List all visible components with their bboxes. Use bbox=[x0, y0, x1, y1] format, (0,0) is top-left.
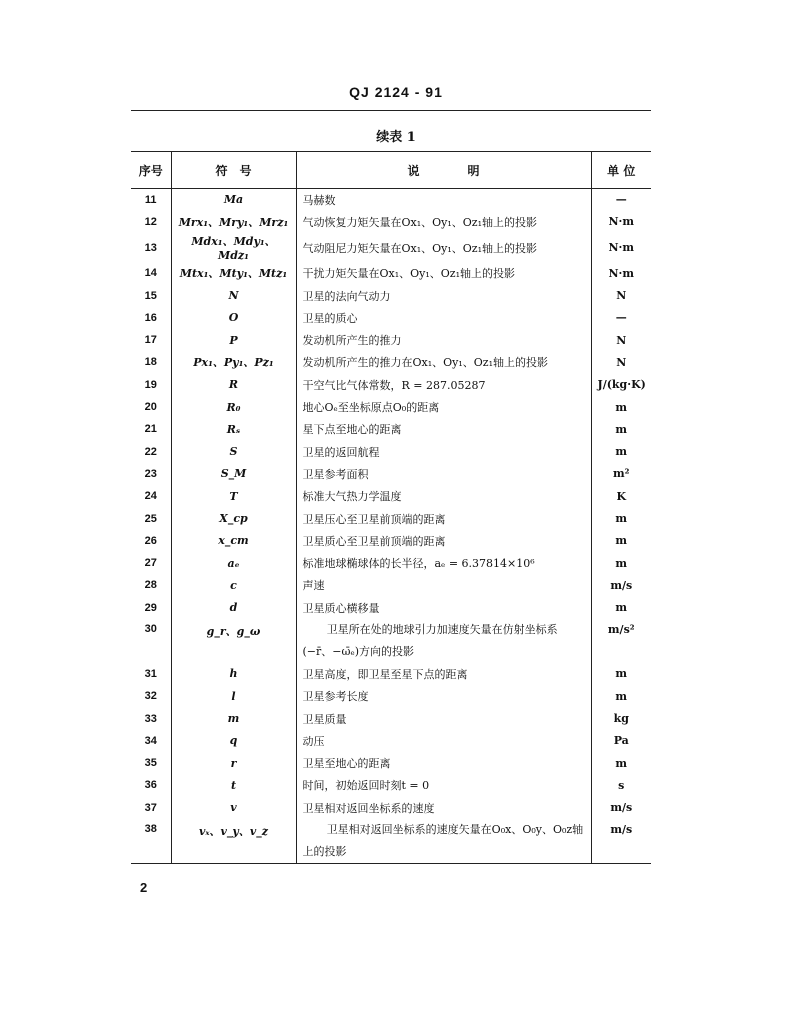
cell-description: 卫星质心横移量 bbox=[296, 597, 591, 619]
cell-symbol: Rₛ bbox=[171, 418, 296, 440]
cell-symbol: Mdx₁、Mdy₁、Mdz₁ bbox=[171, 233, 296, 262]
table-row bbox=[131, 619, 651, 663]
cell-description: 声速 bbox=[296, 574, 591, 596]
cell-index: 28 bbox=[144, 579, 157, 592]
cell-description: 气动恢复力矩矢量在Ox₁、Oy₁、Oz₁轴上的投影 bbox=[296, 211, 591, 233]
cell-unit: m² bbox=[591, 463, 651, 485]
cell-index: 38 bbox=[131, 819, 171, 864]
cell-index: 31 bbox=[144, 667, 157, 680]
cell-symbol: S_M bbox=[171, 463, 296, 485]
table-row bbox=[131, 374, 651, 396]
cell-symbol: Px₁、Py₁、Pz₁ bbox=[171, 351, 296, 373]
cell-index: 13 bbox=[144, 241, 157, 254]
cell-description: 卫星的返回航程 bbox=[296, 440, 591, 462]
header-rule bbox=[131, 110, 651, 111]
table-row bbox=[131, 819, 651, 864]
cell-description: 干扰力矩矢量在Ox₁、Oy₁、Oz₁轴上的投影 bbox=[296, 262, 591, 284]
cell-symbol: d bbox=[171, 597, 296, 619]
cell-symbol: S bbox=[171, 440, 296, 462]
table-row bbox=[131, 707, 651, 729]
cell-description: 卫星参考长度 bbox=[296, 685, 591, 707]
cell-unit: N bbox=[591, 351, 651, 373]
cell-description: 卫星压心至卫星前顶端的距离 bbox=[296, 507, 591, 529]
cell-unit: m bbox=[591, 418, 651, 440]
cell-symbol: N bbox=[171, 284, 296, 306]
table-row bbox=[131, 530, 651, 552]
table-row bbox=[131, 351, 651, 373]
cell-unit: m bbox=[591, 440, 651, 462]
table-row bbox=[131, 418, 651, 440]
cell-index: 24 bbox=[144, 490, 157, 503]
cell-symbol: O bbox=[171, 307, 296, 329]
cell-symbol: r bbox=[171, 752, 296, 774]
cell-description: 发动机所产生的推力在Ox₁、Oy₁、Oz₁轴上的投影 bbox=[296, 351, 591, 373]
cell-unit: N bbox=[591, 284, 651, 306]
table-row bbox=[131, 574, 651, 596]
table-row bbox=[131, 730, 651, 752]
cell-description: 卫星高度，即卫星至星下点的距离 bbox=[296, 663, 591, 685]
table-row bbox=[131, 597, 651, 619]
cell-index: 20 bbox=[144, 401, 157, 414]
cell-unit: N·m bbox=[591, 233, 651, 262]
cell-unit: m bbox=[591, 507, 651, 529]
cell-symbol: R₀ bbox=[171, 396, 296, 418]
cell-symbol: l bbox=[171, 685, 296, 707]
cell-index: 27 bbox=[144, 557, 157, 570]
cell-description: 动压 bbox=[296, 730, 591, 752]
cell-index: 14 bbox=[144, 267, 157, 280]
cell-index: 25 bbox=[144, 512, 157, 525]
table-row bbox=[131, 797, 651, 819]
cell-symbol: g_r、g_ω bbox=[171, 619, 296, 663]
cell-description: 马赫数 bbox=[296, 189, 591, 211]
table-row bbox=[131, 663, 651, 685]
cell-description: 星下点至地心的距离 bbox=[296, 418, 591, 440]
cell-description: 发动机所产生的推力 bbox=[296, 329, 591, 351]
cell-symbol: h bbox=[171, 663, 296, 685]
cell-description: 卫星质量 bbox=[296, 707, 591, 729]
table-body bbox=[131, 189, 651, 864]
cell-description: 卫星参考面积 bbox=[296, 463, 591, 485]
cell-unit: — bbox=[591, 189, 651, 211]
cell-symbol: x_cm bbox=[171, 530, 296, 552]
document-header: QJ 2124 - 91 bbox=[349, 84, 443, 100]
cell-unit: m bbox=[591, 685, 651, 707]
table-row bbox=[131, 752, 651, 774]
table-row bbox=[131, 485, 651, 507]
cell-index: 11 bbox=[144, 193, 157, 206]
cell-description: 卫星相对返回坐标系的速度矢量在O₀x、O₀y、O₀z轴上的投影 bbox=[296, 819, 591, 864]
table-row bbox=[131, 189, 651, 211]
cell-index: 22 bbox=[144, 445, 157, 458]
table-row bbox=[131, 262, 651, 284]
cell-unit: N bbox=[591, 329, 651, 351]
table-row bbox=[131, 463, 651, 485]
table-row bbox=[131, 396, 651, 418]
cell-description: 卫星的质心 bbox=[296, 307, 591, 329]
cell-index: 21 bbox=[144, 423, 157, 436]
cell-description: 卫星的法向气动力 bbox=[296, 284, 591, 306]
cell-unit: m/s bbox=[591, 819, 651, 864]
cell-index: 36 bbox=[144, 779, 157, 792]
cell-symbol: R bbox=[171, 374, 296, 396]
cell-symbol: P bbox=[171, 329, 296, 351]
table-row bbox=[131, 774, 651, 796]
column-header-index: 序号 bbox=[131, 152, 171, 189]
cell-symbol: m bbox=[171, 707, 296, 729]
cell-description: 干空气比气体常数，R = 287.05287 bbox=[296, 374, 591, 396]
cell-symbol: T bbox=[171, 485, 296, 507]
cell-description: 卫星质心至卫星前顶端的距离 bbox=[296, 530, 591, 552]
cell-unit: K bbox=[591, 485, 651, 507]
cell-index: 15 bbox=[144, 289, 157, 302]
cell-symbol: X_cp bbox=[171, 507, 296, 529]
cell-symbol: vₓ、v_y、v_z bbox=[171, 819, 296, 864]
cell-description: 卫星所在处的地球引力加速度矢量在仿射坐标系(−r̄、−ω̄ₑ)方向的投影 bbox=[296, 619, 591, 663]
table-caption: 续表 1 bbox=[376, 130, 416, 145]
cell-index: 16 bbox=[144, 311, 157, 324]
cell-symbol: v bbox=[171, 797, 296, 819]
cell-index: 26 bbox=[144, 534, 157, 547]
cell-unit: m bbox=[591, 530, 651, 552]
table-row bbox=[131, 307, 651, 329]
cell-unit: m/s² bbox=[591, 619, 651, 663]
cell-unit: J/(kg·K) bbox=[591, 374, 651, 396]
cell-unit: N·m bbox=[591, 211, 651, 233]
table-row bbox=[131, 552, 651, 574]
cell-index: 30 bbox=[144, 622, 157, 635]
cell-unit: m bbox=[591, 597, 651, 619]
cell-unit: m bbox=[591, 396, 651, 418]
cell-index: 23 bbox=[144, 467, 157, 480]
cell-unit: N·m bbox=[591, 262, 651, 284]
cell-unit: m bbox=[591, 663, 651, 685]
cell-symbol: aₑ bbox=[171, 552, 296, 574]
cell-index: 12 bbox=[144, 215, 157, 228]
table-row bbox=[131, 284, 651, 306]
cell-unit: Pa bbox=[591, 730, 651, 752]
cell-index: 34 bbox=[144, 734, 157, 747]
cell-unit: m/s bbox=[591, 574, 651, 596]
cell-symbol: Mtx₁、Mty₁、Mtz₁ bbox=[171, 262, 296, 284]
symbol-table bbox=[131, 151, 651, 864]
cell-index: 19 bbox=[144, 378, 157, 391]
cell-description: 气动阻尼力矩矢量在Ox₁、Oy₁、Oz₁轴上的投影 bbox=[296, 233, 591, 262]
table-header-row bbox=[131, 152, 651, 189]
cell-index: 18 bbox=[144, 356, 157, 369]
cell-unit: m bbox=[591, 752, 651, 774]
cell-description: 卫星至地心的距离 bbox=[296, 752, 591, 774]
cell-unit: — bbox=[591, 307, 651, 329]
cell-description: 时间，初始返回时刻t = 0 bbox=[296, 774, 591, 796]
table-row bbox=[131, 507, 651, 529]
cell-symbol: q bbox=[171, 730, 296, 752]
cell-unit: m bbox=[591, 552, 651, 574]
page-number: 2 bbox=[140, 880, 148, 895]
cell-unit: m/s bbox=[591, 797, 651, 819]
table-row bbox=[131, 440, 651, 462]
column-header-symbol: 符 号 bbox=[171, 152, 296, 189]
table-row bbox=[131, 329, 651, 351]
table-row bbox=[131, 685, 651, 707]
cell-description: 卫星相对返回坐标系的速度 bbox=[296, 797, 591, 819]
column-header-description: 说 明 bbox=[296, 152, 591, 189]
cell-description: 地心Oₑ至坐标原点O₀的距离 bbox=[296, 396, 591, 418]
cell-index: 17 bbox=[144, 334, 157, 347]
table-row bbox=[131, 233, 651, 262]
cell-index: 37 bbox=[144, 801, 157, 814]
cell-symbol: c bbox=[171, 574, 296, 596]
cell-symbol: Ma bbox=[171, 189, 296, 211]
table-row bbox=[131, 211, 651, 233]
cell-symbol: t bbox=[171, 774, 296, 796]
cell-index: 32 bbox=[144, 690, 157, 703]
column-header-unit: 单 位 bbox=[591, 152, 651, 189]
cell-index: 33 bbox=[144, 712, 157, 725]
cell-index: 35 bbox=[144, 757, 157, 770]
cell-index: 29 bbox=[144, 601, 157, 614]
cell-description: 标准地球椭球体的长半径，aₑ = 6.37814×10⁶ bbox=[296, 552, 591, 574]
cell-unit: s bbox=[591, 774, 651, 796]
cell-unit: kg bbox=[591, 707, 651, 729]
cell-description: 标准大气热力学温度 bbox=[296, 485, 591, 507]
cell-symbol: Mrx₁、Mry₁、Mrz₁ bbox=[171, 211, 296, 233]
